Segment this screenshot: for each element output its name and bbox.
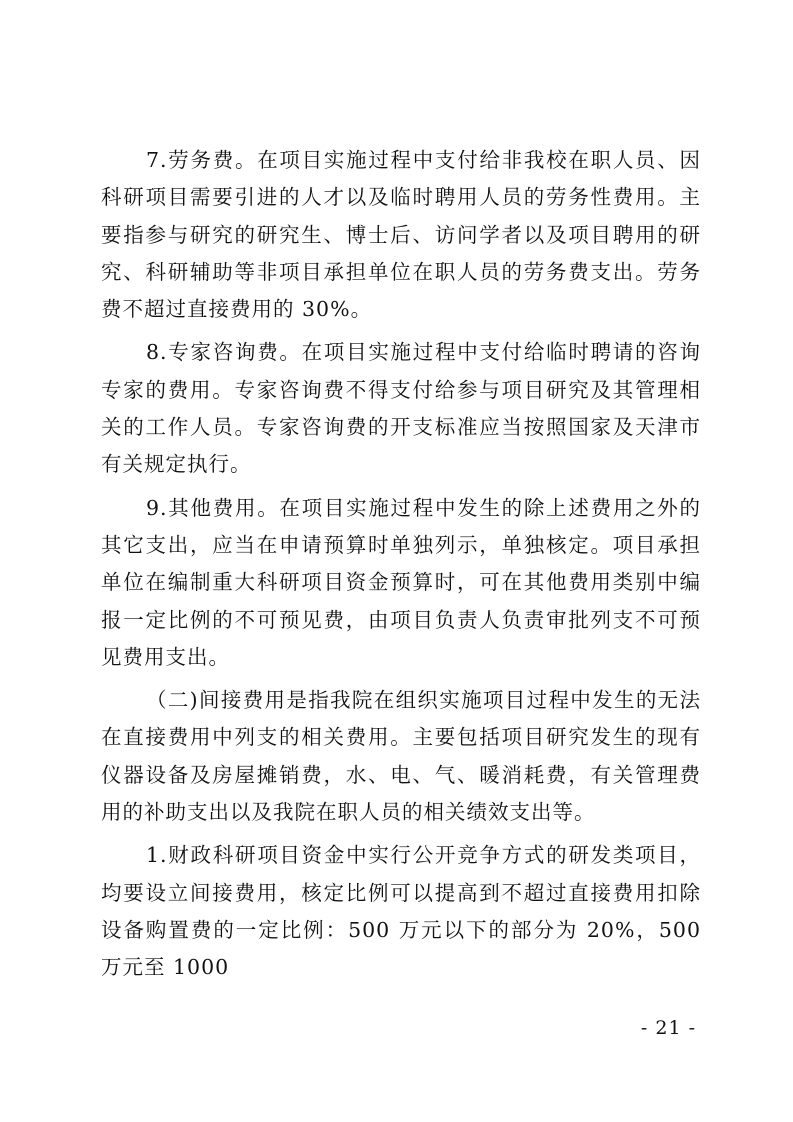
page-number: - 21 - [640,1017,696,1039]
paragraph-labor-fee: 7.劳务费。在项目实施过程中支付给非我校在职人员、因科研项目需要引进的人才以及临时聘用人员的劳务性费用。主要指参与研究的研究生、博士后、访问学者以及项目聘用的研究、科研辅助等非项目承担单位在职人员的劳务费支出。劳务费不超过直接费用的 30%。 [101,148,701,322]
document-body [101,142,701,987]
paragraph-other-expenses: 9.其他费用。在项目实施过程中发生的除上述费用之外的其它支出，应当在申请预算时单独列示，单独核定。项目承担单位在编制重大科研项目资金预算时，可在其他费用类别中编报一定比例的不可预见费，由项目负责人负责审批列支不可预见费用支出。 [101,495,701,669]
paragraph-expert-consulting-fee: 8.专家咨询费。在项目实施过程中支付给临时聘请的咨询专家的费用。专家咨询费不得支付给参与项目研究及其管理相关的工作人员。专家咨询费的开支标准应当按照国家及天津市有关规定执行。 [101,340,701,477]
paragraph-indirect-ratio: 1.财政科研项目资金中实行公开竞争方式的研发类项目，均要设立间接费用，核定比例可以提高到不超过直接费用扣除设备购置费的一定比例：500 万元以下的部分为 20%，500 万元至 1000 [101,843,701,980]
paragraph-indirect-expenses: （二)间接费用是指我院在组织实施项目过程中发生的无法在直接费用中列支的相关费用。主要包括项目研究发生的现有仪器设备及房屋摊销费，水、电、气、暖消耗费，有关管理费用的补助支出以及我院在职人员的相关绩效支出等。 [101,688,701,825]
